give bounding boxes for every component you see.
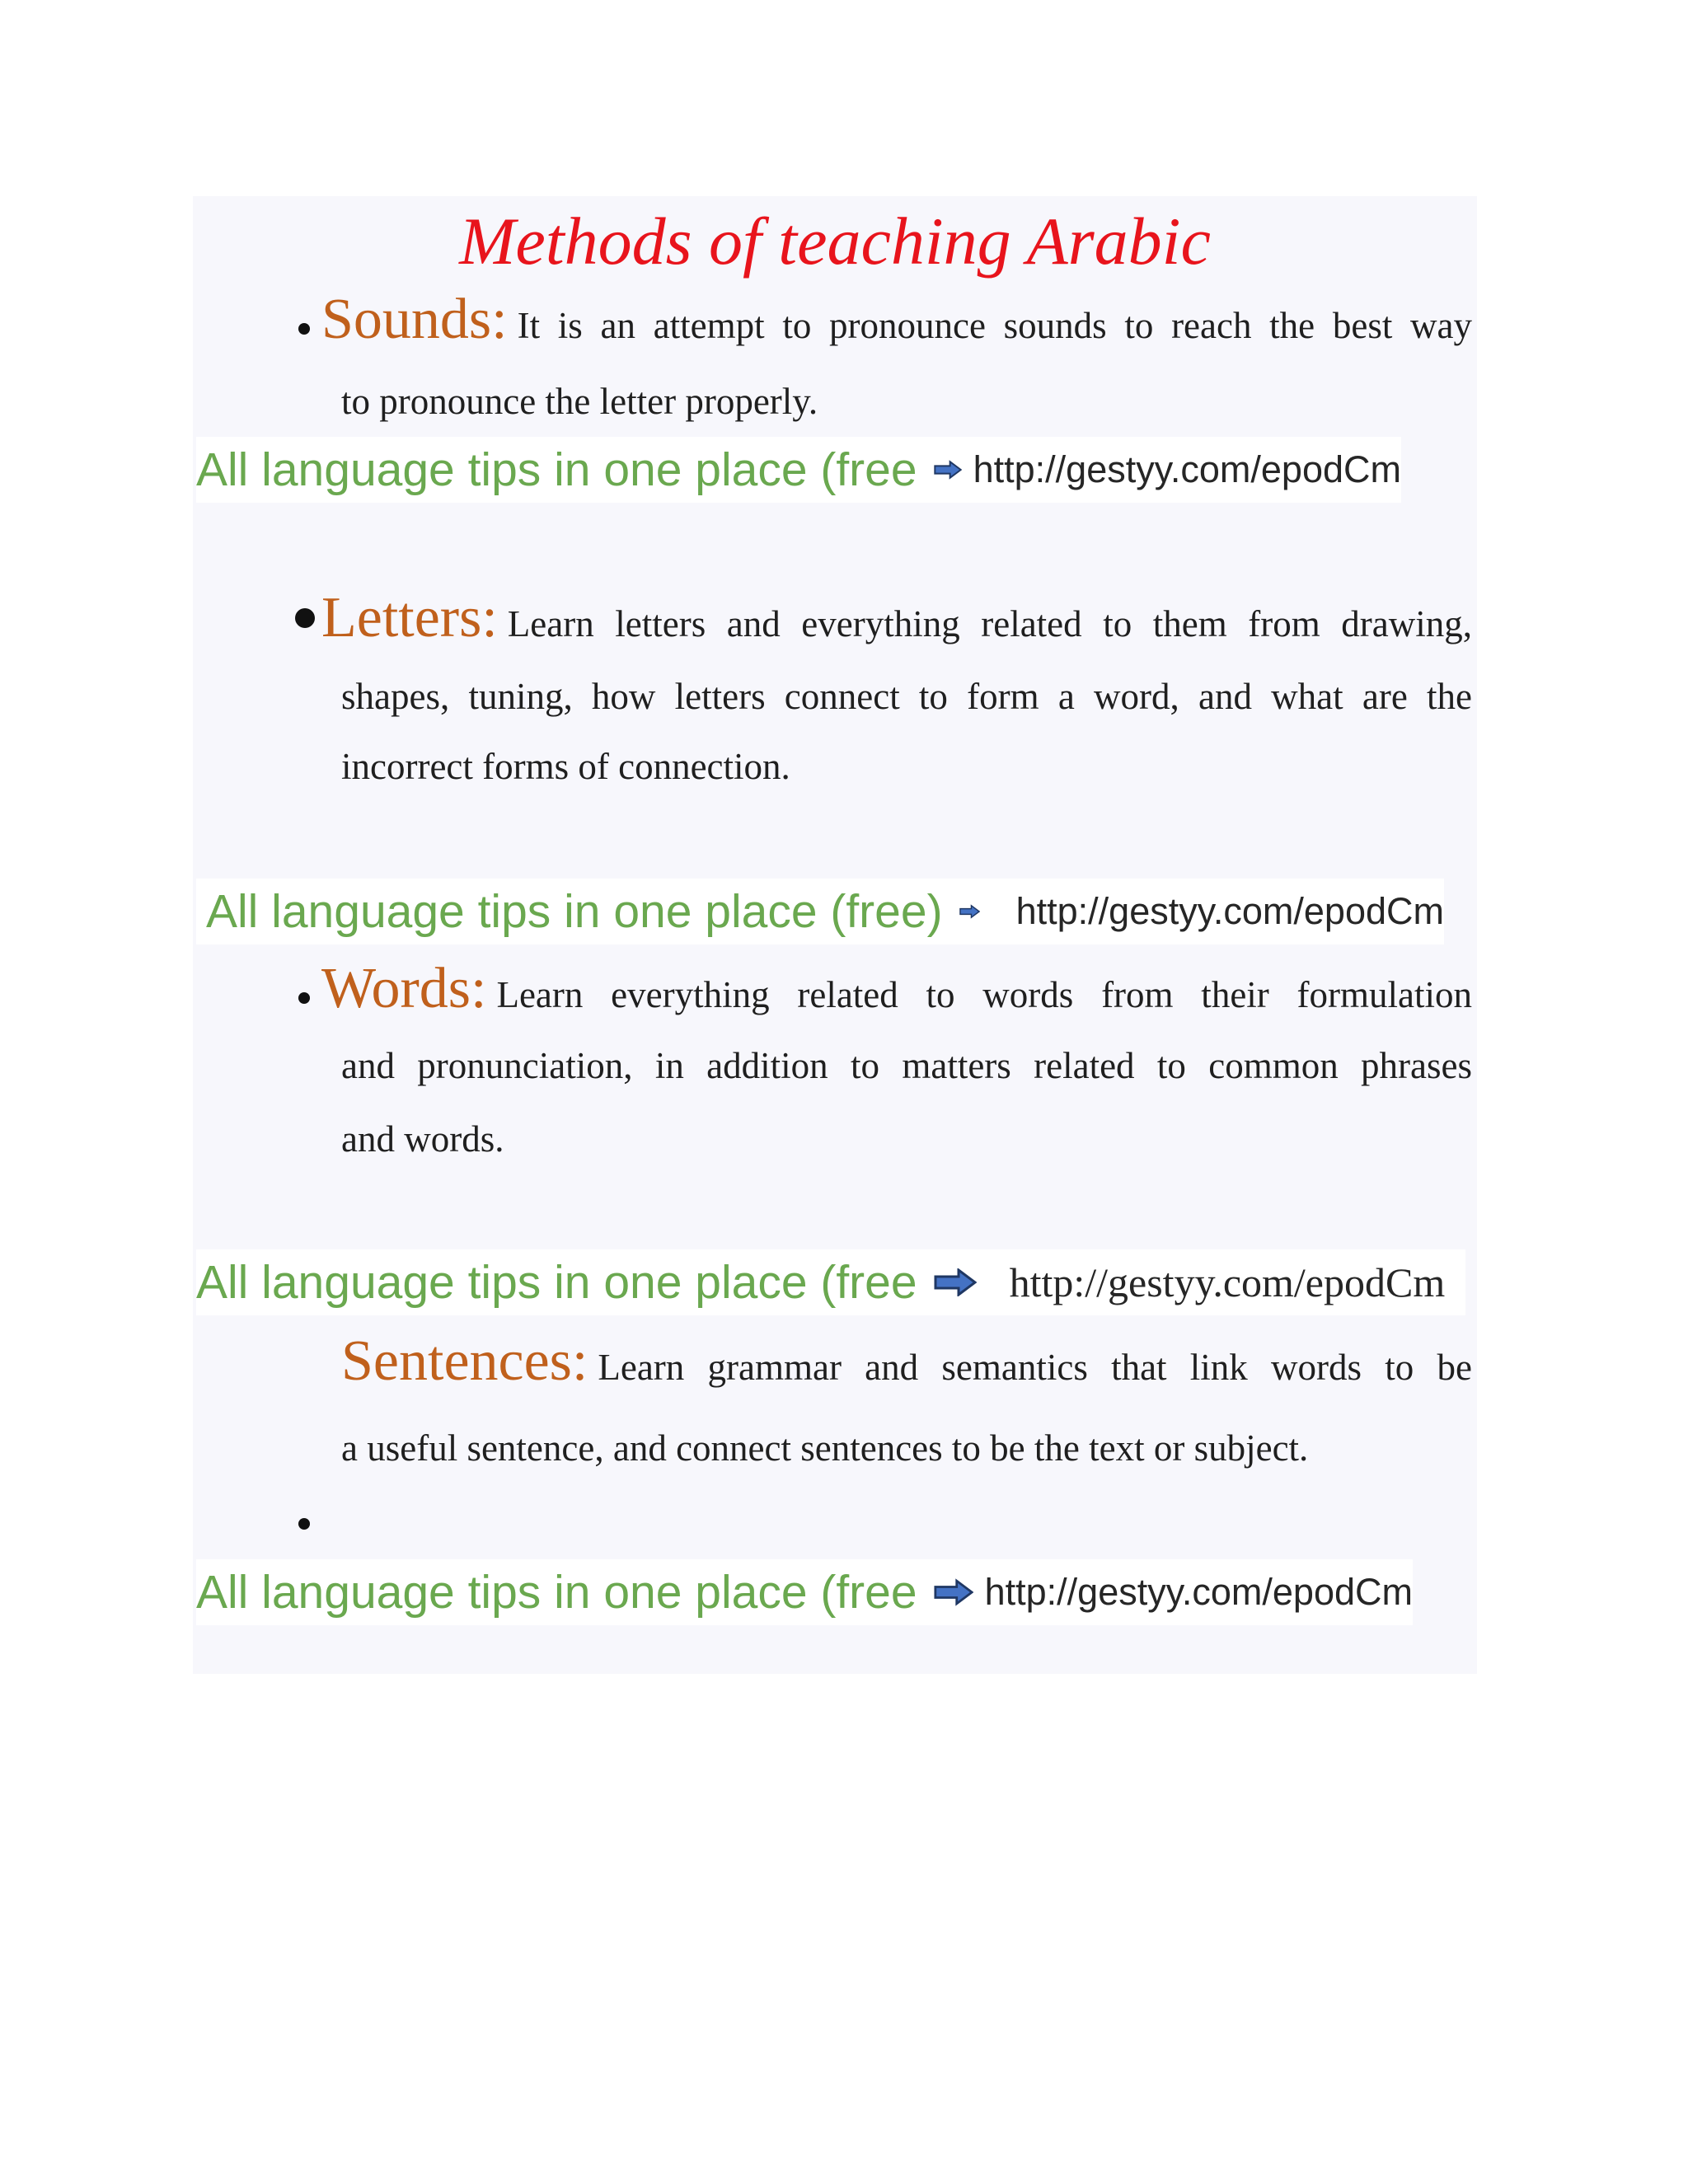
bullet-letters xyxy=(295,608,315,628)
section-sounds-line-1: Sounds: It is an attempt to pronounce sounds to reach the best way xyxy=(321,288,1472,351)
right-arrow-icon xyxy=(934,456,962,484)
right-arrow-icon xyxy=(934,1578,973,1606)
section-heading-words: Words: xyxy=(321,957,487,1020)
section-letters-line-2: shapes, tuning, how letters connect to form a word, and what are the xyxy=(341,676,1472,717)
right-arrow-icon xyxy=(959,898,980,926)
section-heading-sounds: Sounds: xyxy=(321,288,508,351)
section-sounds-line-2: to pronounce the letter properly. xyxy=(341,381,818,422)
section-heading-sentences: Sentences: xyxy=(341,1329,588,1393)
promo-text: All language tips in one place (free xyxy=(196,1256,917,1309)
promo-text: All language tips in one place (free) xyxy=(206,885,943,938)
promo-banner xyxy=(196,437,1401,503)
promo-link[interactable]: http://gestyy.com/epodCm xyxy=(984,1571,1413,1613)
page-title: Methods of teaching Arabic xyxy=(459,204,1211,279)
promo-text: All language tips in one place (free xyxy=(196,443,917,496)
promo-link[interactable]: http://gestyy.com/epodCm xyxy=(973,448,1401,490)
promo-text: All language tips in one place (free xyxy=(196,1566,917,1619)
section-words-line-1: Words: Learn everything related to words from their formulation xyxy=(321,957,1472,1020)
section-words-line-3: and words. xyxy=(341,1118,504,1160)
right-arrow-icon xyxy=(934,1268,977,1296)
bullet-sentences xyxy=(298,1518,310,1530)
section-sentences-line-2: a useful sentence, and connect sentences to be the text or subject. xyxy=(341,1427,1309,1469)
promo-banner xyxy=(196,879,1444,944)
bullet-words xyxy=(298,992,310,1004)
promo-banner xyxy=(196,1559,1413,1625)
promo-link[interactable]: http://gestyy.com/epodCm xyxy=(1009,1259,1446,1305)
section-letters-line-1: Letters: Learn letters and everything related to them from drawing, xyxy=(321,586,1472,649)
section-sentences-line-1: Sentences: Learn grammar and semantics that link words to be xyxy=(341,1329,1472,1393)
bullet-sounds xyxy=(298,323,310,335)
promo-link[interactable]: http://gestyy.com/epodCm xyxy=(1015,890,1444,932)
promo-banner xyxy=(196,1249,1465,1315)
section-letters-line-3: incorrect forms of connection. xyxy=(341,746,790,787)
section-words-line-2: and pronunciation, in addition to matters related to common phrases xyxy=(341,1045,1472,1086)
section-heading-letters: Letters: xyxy=(321,586,498,649)
